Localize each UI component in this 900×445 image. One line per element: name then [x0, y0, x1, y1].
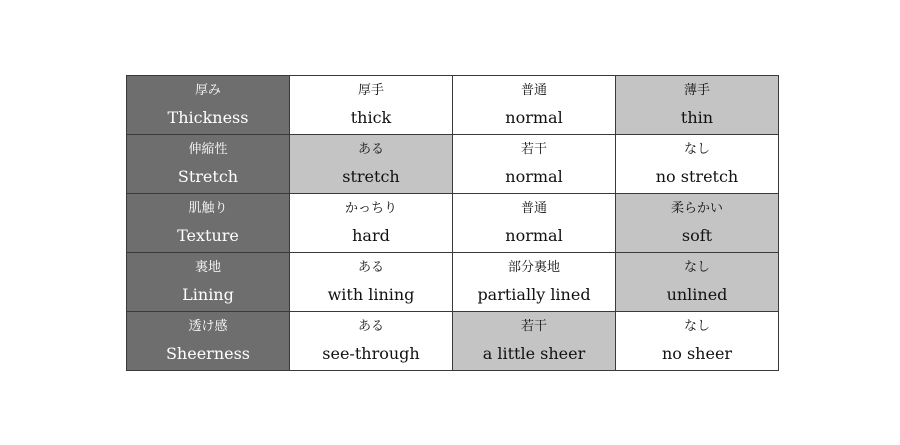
option-cell: [290, 76, 453, 135]
option-label-en: see-through: [322, 344, 420, 363]
option-label-jp: なし: [683, 142, 710, 157]
table-row: [127, 312, 779, 371]
option-cell: [453, 253, 616, 312]
option-label-en: unlined: [666, 285, 728, 304]
row-header-en: Lining: [182, 285, 234, 304]
option-cell: [290, 253, 453, 312]
row-header-en: Thickness: [167, 108, 249, 127]
option-label-jp: 普通: [520, 201, 547, 216]
option-cell-selected: [616, 76, 779, 135]
option-label-en: stretch: [342, 167, 400, 186]
table-row: [127, 253, 779, 312]
option-label-jp: 部分裏地: [507, 260, 560, 275]
option-cell: [616, 312, 779, 371]
option-cell: [453, 76, 616, 135]
table-row: [127, 76, 779, 135]
option-label-en: normal: [505, 226, 563, 245]
option-cell: [290, 312, 453, 371]
option-label-jp: なし: [683, 319, 710, 334]
option-label-jp: ある: [357, 319, 384, 334]
row-header-cell: [127, 135, 290, 194]
option-label-jp: 若干: [520, 142, 547, 157]
option-label-en: no sheer: [661, 344, 733, 363]
option-label-jp: 柔らかい: [670, 201, 723, 216]
option-label-jp: かっちり: [344, 201, 397, 216]
option-cell: [290, 194, 453, 253]
row-header-jp: 裏地: [194, 260, 221, 275]
option-label-en: thick: [350, 108, 392, 127]
option-label-en: with lining: [327, 285, 415, 304]
row-header-cell: [127, 312, 290, 371]
option-cell: [453, 194, 616, 253]
option-label-jp: ある: [357, 142, 384, 157]
option-cell: [616, 135, 779, 194]
option-label-en: partially lined: [477, 285, 591, 304]
option-cell-selected: [616, 194, 779, 253]
option-label-en: hard: [352, 226, 390, 245]
row-header-jp: 透け感: [188, 319, 228, 334]
option-label-en: thin: [680, 108, 714, 127]
row-header-en: Texture: [177, 226, 239, 245]
row-header-cell: [127, 194, 290, 253]
option-label-en: normal: [505, 167, 563, 186]
option-label-jp: 薄手: [683, 83, 710, 98]
option-label-en: no stretch: [655, 167, 739, 186]
row-header-en: Sheerness: [165, 344, 251, 363]
option-label-en: a little sheer: [482, 344, 586, 363]
row-header-jp: 厚み: [194, 83, 221, 98]
fabric-attributes-table: [126, 75, 779, 371]
option-label-jp: なし: [683, 260, 710, 275]
row-header-cell: [127, 76, 290, 135]
option-label-en: normal: [505, 108, 563, 127]
option-label-jp: ある: [357, 260, 384, 275]
row-header-cell: [127, 253, 290, 312]
row-header-jp: 伸縮性: [188, 142, 228, 157]
option-cell-selected: [616, 253, 779, 312]
row-header-jp: 肌触り: [188, 201, 228, 216]
table-body: [127, 76, 779, 371]
table-row: [127, 135, 779, 194]
table-row: [127, 194, 779, 253]
option-label-jp: 若干: [520, 319, 547, 334]
option-cell: [453, 135, 616, 194]
option-cell-selected: [290, 135, 453, 194]
row-header-en: Stretch: [177, 167, 239, 186]
option-label-jp: 厚手: [357, 83, 384, 98]
option-label-jp: 普通: [520, 83, 547, 98]
option-label-en: soft: [681, 226, 713, 245]
option-cell-selected: [453, 312, 616, 371]
